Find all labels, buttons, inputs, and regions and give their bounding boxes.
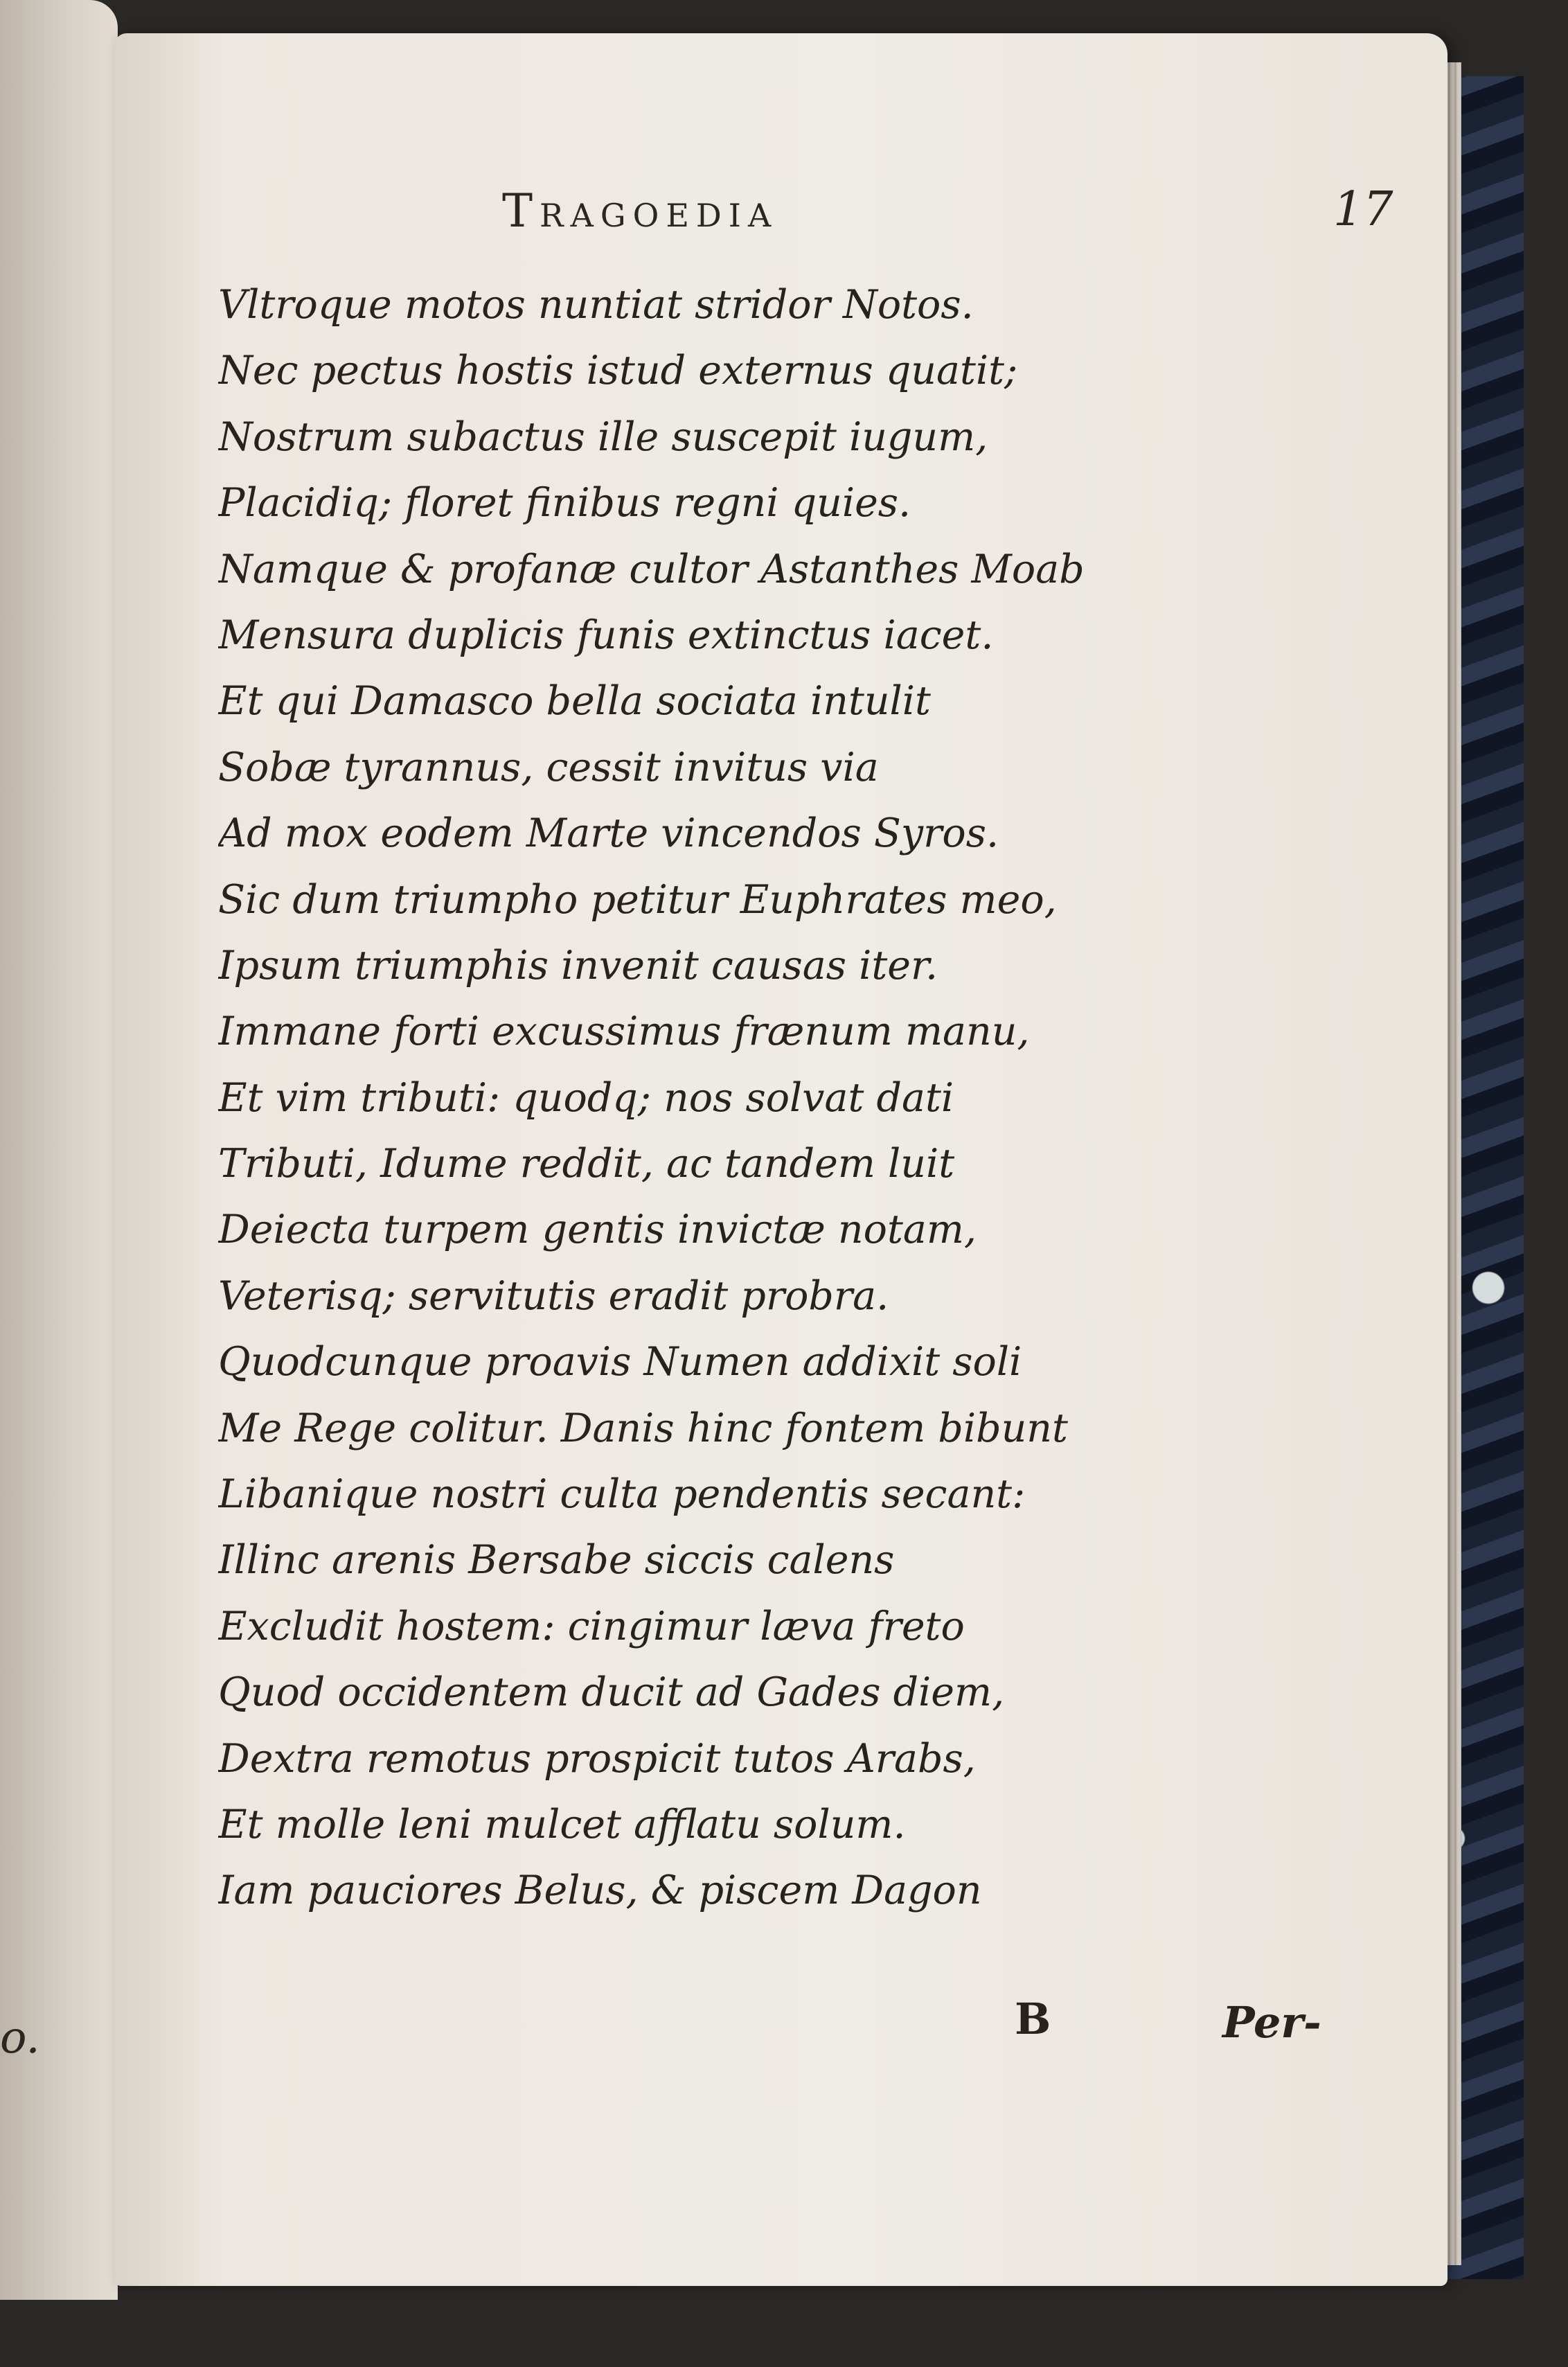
- verse-line: Nec pectus hostis istud externus quatit;: [218, 348, 1018, 394]
- verse-line: Et vim tributi: quodq; nos solvat dati: [218, 1074, 954, 1121]
- verse-line: Quodcunque proavis Numen addixit soli: [218, 1339, 1022, 1385]
- verse-line: Dextra remotus prospicit tutos Arabs,: [218, 1735, 976, 1782]
- verse-line: Quod occidentem ducit ad Gades diem,: [218, 1669, 1005, 1716]
- verse-line: Immane forti excussimus frænum manu,: [218, 1009, 1030, 1055]
- verse-line: Nostrum subactus ille suscepit iugum,: [218, 414, 988, 460]
- verse-line: Deiecta turpem gentis invictæ notam,: [218, 1207, 977, 1253]
- verse-text: [218, 272, 1299, 1990]
- catchword: Per-: [1222, 1997, 1321, 2048]
- verse-line: Veterisq; servitutis eradit probra.: [218, 1273, 889, 1319]
- signature-mark: B: [1015, 1994, 1051, 2044]
- verse-line: Iam pauciores Belus, & piscem Dagon: [218, 1868, 982, 1914]
- verse-line: Vltroque motos nuntiat stridor Notos.: [218, 282, 974, 328]
- verse-line: Illinc arenis Bersabe siccis calens: [218, 1537, 895, 1584]
- verse-line: Namque & profanæ cultor Astanthes Moab: [218, 546, 1085, 592]
- verse-line: Ad mox eodem Marte vincendos Syros.: [218, 810, 999, 857]
- verse-line: Placidiq; floret finibus regni quies.: [218, 480, 911, 526]
- verse-line: Excludit hostem: cingimur læva freto: [218, 1603, 965, 1649]
- verse-line: Ipsum triumphis invenit causas iter.: [218, 942, 938, 989]
- verse-line: Mensura duplicis funis extinctus iacet.: [218, 612, 994, 658]
- verse-line: Tributi, Idume reddit, ac tandem luit: [218, 1141, 955, 1187]
- page-number: 17: [1333, 182, 1393, 237]
- verse-line: Libanique nostri culta pendentis secant:: [218, 1471, 1026, 1518]
- facing-page-text-fragment: o.: [0, 2012, 40, 2064]
- verse-line: Sic dum triumpho petitur Euphrates meo,: [218, 876, 1057, 923]
- book-page: [114, 33, 1447, 2286]
- facing-page: [0, 0, 118, 2300]
- verse-line: Et molle leni mulcet afflatu solum.: [218, 1801, 906, 1847]
- running-head: Tragoedia: [502, 184, 778, 238]
- verse-line: Et qui Damasco bella sociata intulit: [218, 678, 931, 725]
- verse-line: Me Rege colitur. Danis hinc fontem bibunt: [218, 1405, 1068, 1451]
- verse-line: Sobæ tyrannus, cessit invitus via: [218, 744, 879, 790]
